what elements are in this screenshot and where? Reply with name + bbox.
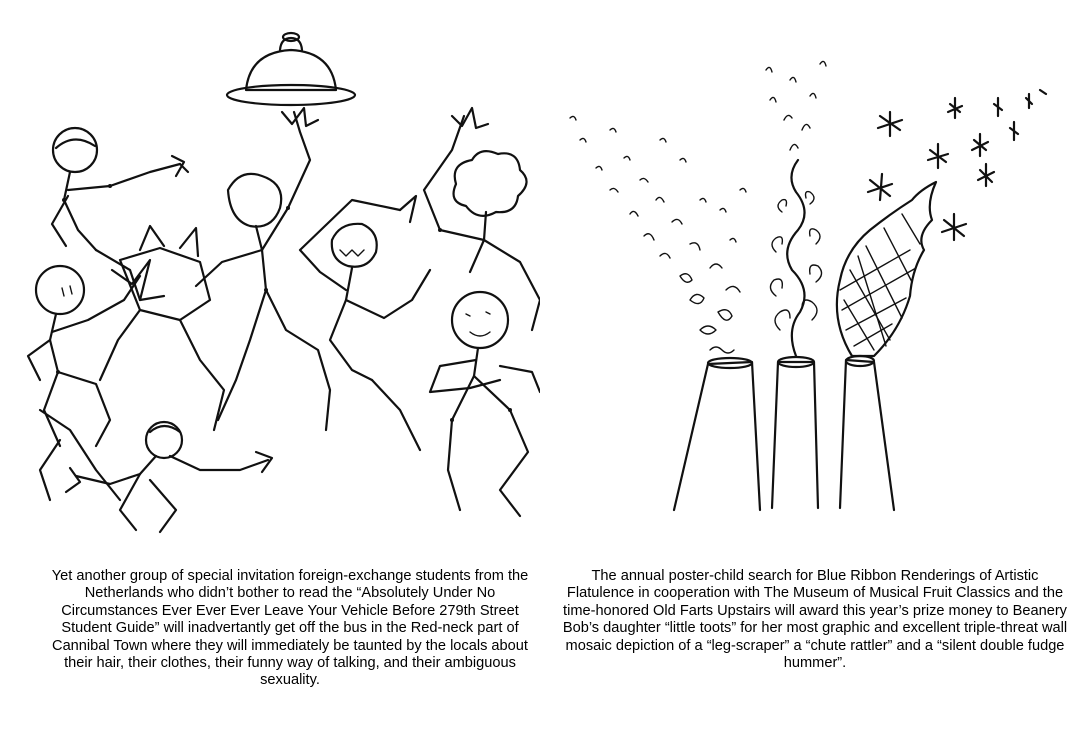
serving-cloche-drawing: [227, 33, 355, 105]
right-panel: [540, 0, 1080, 745]
right-caption: The annual poster-child search for Blue Ribbon Renderings of Artistic Flatulence in cooperation with The Museum of Musical Fruit Classics and the time-honored Old Farts Upstairs will award this year’s prize money to Beanery Bob’s daughter “little toots” for her most graphic and excellent triple-threat wall mosaic depiction of a “leg-scraper” a “chute rattler” and a “silent double fudge hummer”.: [562, 568, 1068, 672]
dancer-figure-5: [424, 108, 540, 330]
dancing-figures-illustration: [0, 0, 540, 560]
dancer-figure-3: [28, 260, 164, 446]
smokestack-left: [674, 358, 760, 510]
left-plume-scribbles: [570, 116, 746, 353]
dancer-figure-7: [300, 196, 430, 450]
smokestacks-illustration: [540, 0, 1080, 560]
drifting-stars: [868, 90, 1046, 240]
smokestack-middle: [772, 357, 818, 508]
dancer-figure-8: [66, 422, 272, 532]
left-caption: Yet another group of special invitation foreign-exchange students from the Netherlands who didn’t bother to read the “Absolutely Under No Circumstances Ever Ever Ever Leave Your Vehicle Before 279th Street Student Guide” will inadvertantly get off the bus in the Red-neck part of Cannibal Town where they will immediately be taunted by the locals about their hair, their clothes, their funny way of talking, and their ambiguous sexuality.: [51, 568, 529, 689]
dancer-figure-6: [430, 292, 540, 516]
smokestack-right: [840, 356, 894, 510]
dancer-figure-4: [100, 226, 224, 430]
middle-plume-swirls: [766, 61, 826, 356]
dancer-figure-1: [52, 128, 188, 300]
right-plume-flame: [837, 182, 936, 356]
